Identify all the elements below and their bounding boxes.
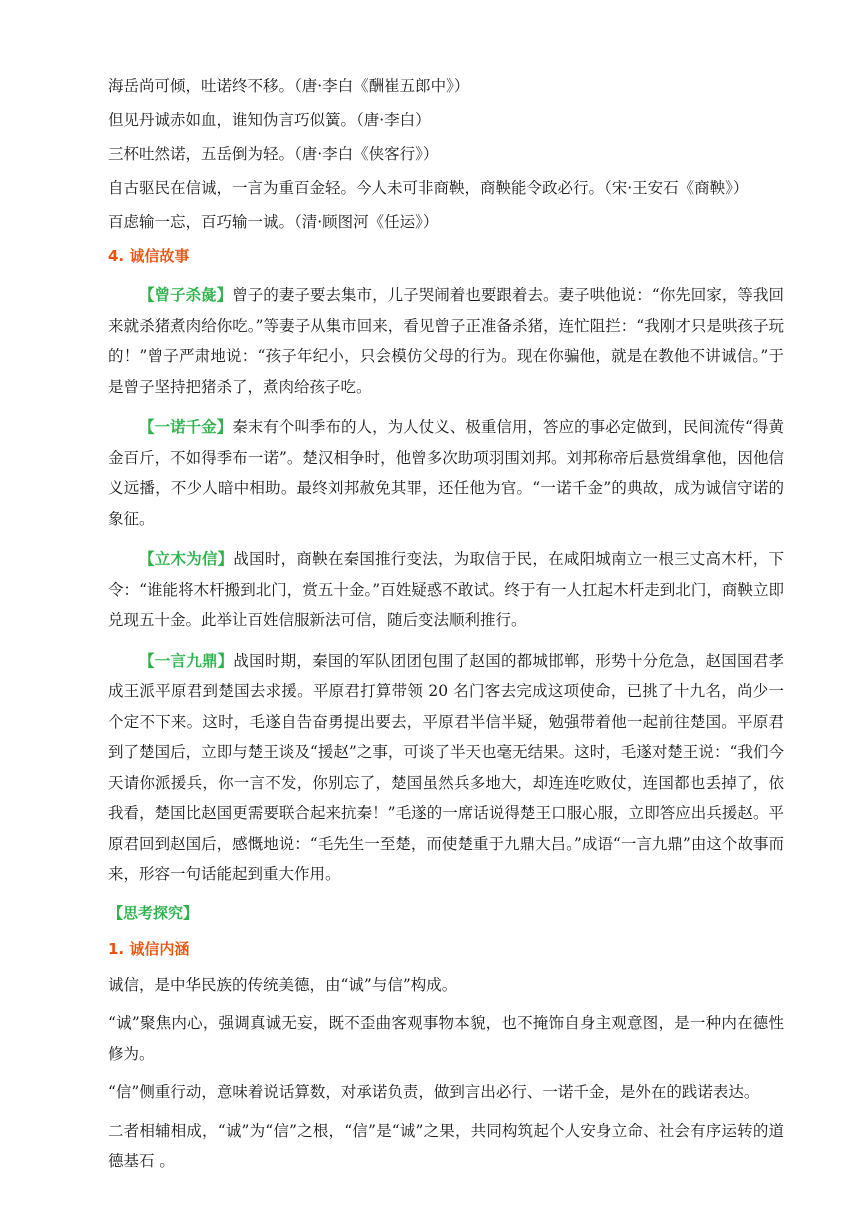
story-paragraph bbox=[108, 280, 784, 402]
story-paragraph bbox=[108, 412, 784, 534]
explore-paragraphs bbox=[108, 970, 784, 1177]
quotes-list bbox=[108, 76, 784, 232]
explore-paragraph: “诚”聚焦内心，强调真诚无妄，既不歪曲客观事物本貌，也不掩饰自身主观意图，是一种内在德性修为。 bbox=[108, 1014, 784, 1063]
story-tag: 【立木为信】 bbox=[139, 550, 234, 568]
story-text: 曾子的妻子要去集市，儿子哭闹着也要跟着去。妻子哄他说：“你先回家，等我回来就杀猪煮肉给你吃。”等妻子从集市回来，看见曾子正准备杀猪，连忙阻拦：“我刚才只是哄孩子玩的！”曾子严肃地说：“孩子年纪小，只会模仿父母的行为。现在你骗他，就是在教他不讲诚信。”于是曾子坚持把猪杀了，煮肉给孩子吃。 bbox=[108, 286, 784, 396]
story-paragraph bbox=[108, 544, 784, 636]
story-tag: 【一诺千金】 bbox=[139, 418, 233, 436]
stories-list bbox=[108, 280, 784, 890]
quote-line: 百虑输一忘，百巧输一诚。（清·顾图河《任运》） bbox=[108, 213, 439, 231]
explore-paragraph: 诚信，是中华民族的传统美德，由“诚”与信”构成。 bbox=[108, 975, 458, 994]
story-text: 战国时期，秦国的军队团团包围了赵国的都城邯郸，形势十分危急，赵国国君孝成王派平原君到楚国去求援。平原君打算带领 20 名门客去完成这项使命，已挑了十九名，尚少一个定不下来。这时，毛遂自告奋勇提出要去，平原君半信半疑，勉强带着他一起前往楚国。平原君到了楚国后，立即与楚王谈及“援赵”之事，可谈了半天也毫无结果。这时，毛遂对楚王说：“我们今天请你派援兵，你一言不发，你别忘了，楚国虽然兵多地大，却连连吃败仗，连国都也丢掉了，依我看，楚国比赵国更需要联合起来抗秦！”毛遂的一席话说得楚王口服心服，立即答应出兵援赵。平原君回到赵国后，感慨地说：“毛先生一至楚，而使楚重于九鼎大吕。”成语“一言九鼎”由这个故事而来，形容一句话能起到重大作用。 bbox=[108, 651, 784, 883]
story-paragraph bbox=[108, 646, 784, 890]
story-tag: 【一言九鼎】 bbox=[139, 651, 234, 670]
explore-heading: 【思考探究】 bbox=[108, 903, 199, 922]
explore-paragraph: “信”侧重行动，意味着说话算数，对承诺负责，做到言出必行、一诺千金，是外在的践诺表达。 bbox=[108, 1083, 760, 1101]
explore-subheading: 1. 诚信内涵 bbox=[108, 939, 190, 958]
quote-line: 但见丹诚赤如血，谁知伪言巧似簧。（唐·李白） bbox=[108, 111, 431, 129]
document-content bbox=[108, 76, 784, 1185]
story-text: 秦末有个叫季布的人，为人仗义、极重信用，答应的事必定做到，民间流传“得黄金百斤，不如得季布一诺”。楚汉相争时，他曾多次助项羽围刘邦。刘邦称帝后悬赏缉拿他，因他信义远播，不少人暗中相助。最终刘邦赦免其罪，还任他为官。“一诺千金”的典故，成为诚信守诺的象征。 bbox=[108, 418, 784, 528]
quote-line: 海岳尚可倾，吐诺终不移。（唐·李白《酬崔五郎中》） bbox=[108, 77, 470, 95]
quote-line: 自古驱民在信诚，一言为重百金轻。今人未可非商鞅，商鞅能令政必行。（宋·王安石《商鞅》） bbox=[108, 179, 749, 197]
story-text: 战国时，商鞅在秦国推行变法，为取信于民，在咸阳城南立一根三丈高木杆，下令：“谁能将木杆搬到北门，赏五十金。”百姓疑惑不敢试。终于有一人扛起木杆走到北门，商鞅立即兑现五十金。此举让百姓信服新法可信，随后变法顺利推行。 bbox=[108, 550, 784, 629]
quote-line: 三杯吐然诺，五岳倒为轻。（唐·李白《侠客行》） bbox=[108, 145, 439, 163]
section-heading: 4. 诚信故事 bbox=[108, 247, 190, 265]
story-tag: 【曾子杀彘】 bbox=[139, 286, 233, 304]
explore-paragraph: 二者相辅相成，“诚”为“信”之根，“信”是“诚”之果，共同构筑起个人安身立命、社会有序运转的道德基石 。 bbox=[108, 1121, 784, 1170]
